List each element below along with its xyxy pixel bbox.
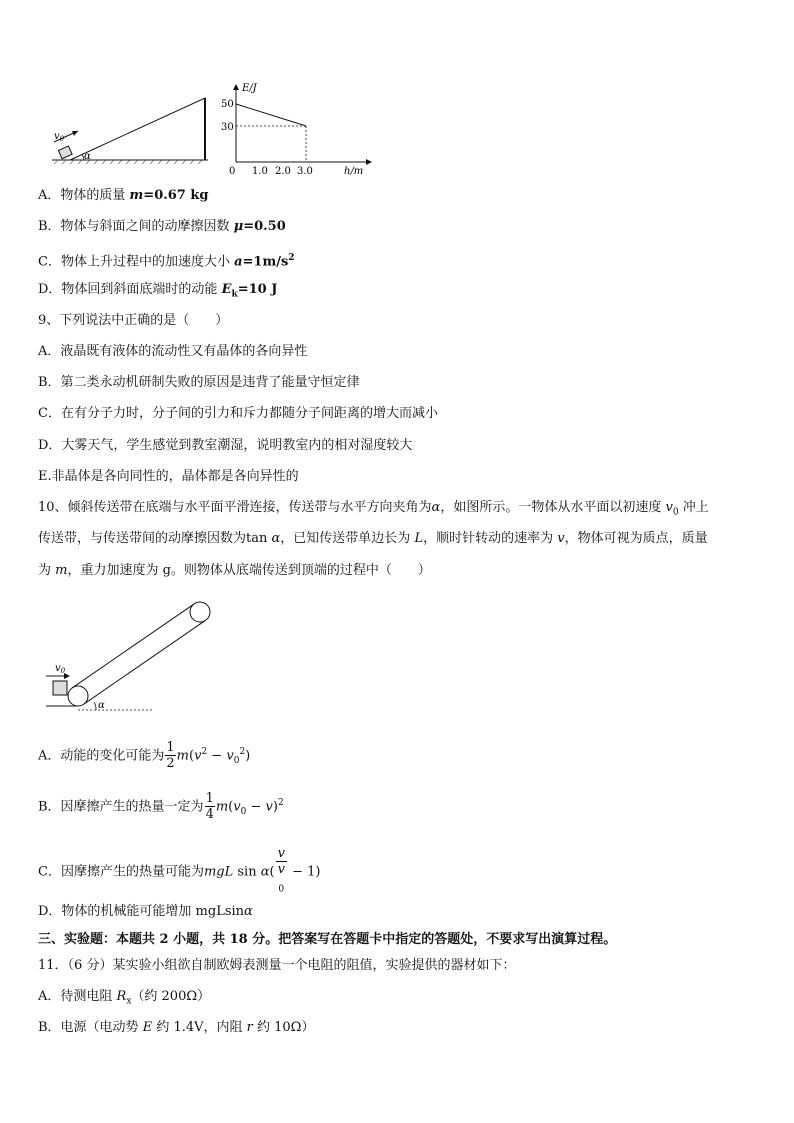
x-tick-0: 0 <box>229 166 236 177</box>
energy-line <box>236 104 306 126</box>
x-tick-3: 3.0 <box>297 166 313 177</box>
y-axis-label: E/J <box>242 83 257 94</box>
block <box>53 681 67 695</box>
q10-stem-line1: 10、倾斜传送带在底端与水平面平滑连接，传送带与水平方向夹角为α，如图所示。一物体从水平面以初速度 $v_0$ 冲上 <box>38 500 709 518</box>
y-tick-30: 30 <box>221 122 234 133</box>
x-axis-label: h/m <box>344 166 364 177</box>
q10-option-c: C．因摩擦产生的热量可能为mgL sin α( v v $_0$ − 1) <box>38 846 320 898</box>
q8-option-d: D．物体回到斜面底端时的动能 $E_k=10$ J <box>38 282 278 300</box>
x-tick-2: 2.0 <box>275 166 291 177</box>
q8-option-b: B．物体与斜面之间的动摩擦因数 μ=0.50 <box>38 219 286 234</box>
q9-option-a: A．液晶既有液体的流动性又有晶体的各向异性 <box>38 344 308 359</box>
q10-stem-line3: 为 m，重力加速度为 g。则物体从底端传送到顶端的过程中（ ） <box>38 563 431 578</box>
q9-option-d: D．大雾天气，学生感觉到教室潮湿，说明教室内的相对湿度较大 <box>38 438 413 453</box>
q8-option-a: A．物体的质量 m=0.67 kg <box>38 188 209 203</box>
q8-option-c: C．物体上升过程中的加速度大小 $a=1m/s^2$ <box>38 253 295 270</box>
fraction-half: $\frac{1}{2}$ <box>166 740 175 772</box>
energy-graph <box>221 83 372 177</box>
q9-stem: 9、下列说法中正确的是（ ） <box>38 313 229 328</box>
x-tick-1: 1.0 <box>252 166 268 177</box>
incline-diagram <box>52 98 208 164</box>
v0-label: $v_0$ <box>54 131 65 143</box>
q10-stem-line2: 传送带，与传送带间的动摩擦因数为tan α，已知传送带单边长为 L，顺时针转动的速率为 v，物体可视为质点，质量 <box>38 531 708 546</box>
q11-option-a: A．待测电阻 $R_x$（约 200Ω） <box>38 989 211 1007</box>
conveyor-belt <box>68 602 210 706</box>
section-3-heading: 三、实验题：本题共 2 小题，共 18 分。把答案写在答题卡中指定的答题处，不要求写出演算过程。 <box>38 932 617 947</box>
q11-stem: 11．（6 分）某实验小组欲自制欧姆表测量一个电阻的阻值，实验提供的器材如下： <box>38 958 516 973</box>
figure-conveyor-belt <box>40 598 220 716</box>
block <box>58 146 72 159</box>
v0-label: $v_0$ <box>55 663 66 675</box>
alpha-label: α <box>98 700 105 711</box>
q10-option-a: A．动能的变化可能为 $\frac{1}{2}$ $m(v^2 - v_0^2)$ <box>38 740 251 772</box>
figure-incline-energy <box>40 78 380 178</box>
fraction-v-over-v0: v v $_0$ <box>277 846 285 895</box>
q11-option-b: B．电源（电动势 E 约 1.4V，内阻 r 约 10Ω） <box>38 1020 315 1035</box>
q9-option-b: B．第二类永动机研制失败的原因是违背了能量守恒定律 <box>38 375 360 390</box>
q10-option-b: B．因摩擦产生的热量一定为 $\frac{1}{4}$ $m(v_0 - v)^2$ <box>38 791 284 823</box>
q10-option-d: D．物体的机械能可能增加 mgLsinα <box>38 904 253 919</box>
q9-option-c: C．在有分子力时，分子间的引力和斥力都随分子间距离的增大而减小 <box>38 406 438 421</box>
alpha-label: α <box>84 151 91 162</box>
fraction-quarter: $\frac{1}{4}$ <box>205 791 214 823</box>
q9-option-e: E.非晶体是各向同性的，晶体都是各向异性的 <box>38 469 299 484</box>
y-tick-50: 50 <box>221 99 234 110</box>
